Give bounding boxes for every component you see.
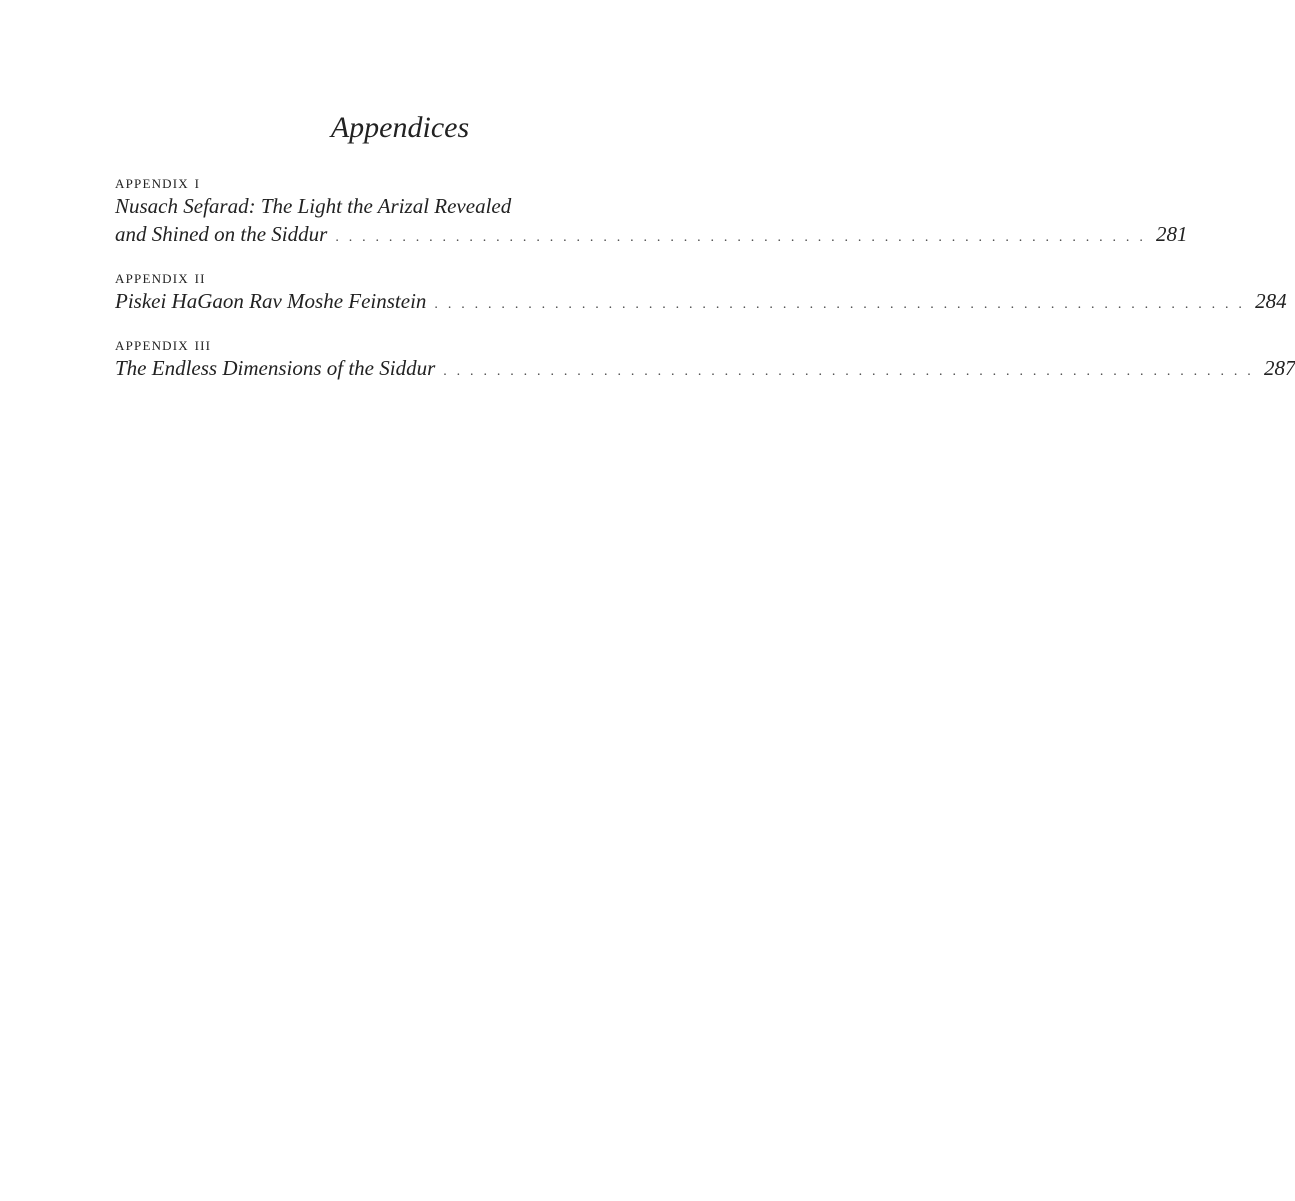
- page-number: 281: [1156, 222, 1188, 246]
- dot-leader: . . . . . . . . . . . . . . . . . . . . . . . . . . . . . . . . . . . . . . . . . . . . . . . . . . . . . . . . . . . . .: [335, 230, 1147, 245]
- page-title: Appendices: [330, 111, 470, 144]
- entry-title: Nusach Sefarad: The Light the Arizal Revealed: [115, 194, 512, 218]
- appendix-label: appendix ii: [115, 267, 206, 287]
- dot-leader: . . . . . . . . . . . . . . . . . . . . . . . . . . . . . . . . . . . . . . . . . . . . . . . . . . . . . . . . . . . . .: [434, 297, 1246, 312]
- entry-title: Piskei HaGaon Rav Moshe Feinstein: [115, 289, 427, 313]
- entry-title: The Endless Dimensions of the Siddur: [115, 356, 436, 380]
- appendix-label: appendix iii: [115, 334, 212, 354]
- table-of-contents: [115, 172, 1295, 386]
- page-number: 284: [1255, 289, 1287, 313]
- toc-entry-appendix-3[interactable]: [115, 334, 1295, 386]
- toc-entry-appendix-2[interactable]: [115, 267, 1287, 319]
- toc-entry-appendix-1[interactable]: [115, 172, 1188, 252]
- entry-title-continued: and Shined on the Siddur: [115, 222, 328, 246]
- entry-title-line-with-page: [115, 287, 1287, 319]
- appendix-label: appendix i: [115, 172, 201, 192]
- dot-leader: . . . . . . . . . . . . . . . . . . . . . . . . . . . . . . . . . . . . . . . . . . . . . . . . . . . . . . . . . . . . .: [443, 364, 1254, 379]
- entry-title-line: [115, 192, 688, 220]
- entry-title-line-with-page: [115, 220, 1188, 252]
- page-number: 287: [1263, 356, 1295, 380]
- entry-title-line-with-page: [115, 354, 1295, 386]
